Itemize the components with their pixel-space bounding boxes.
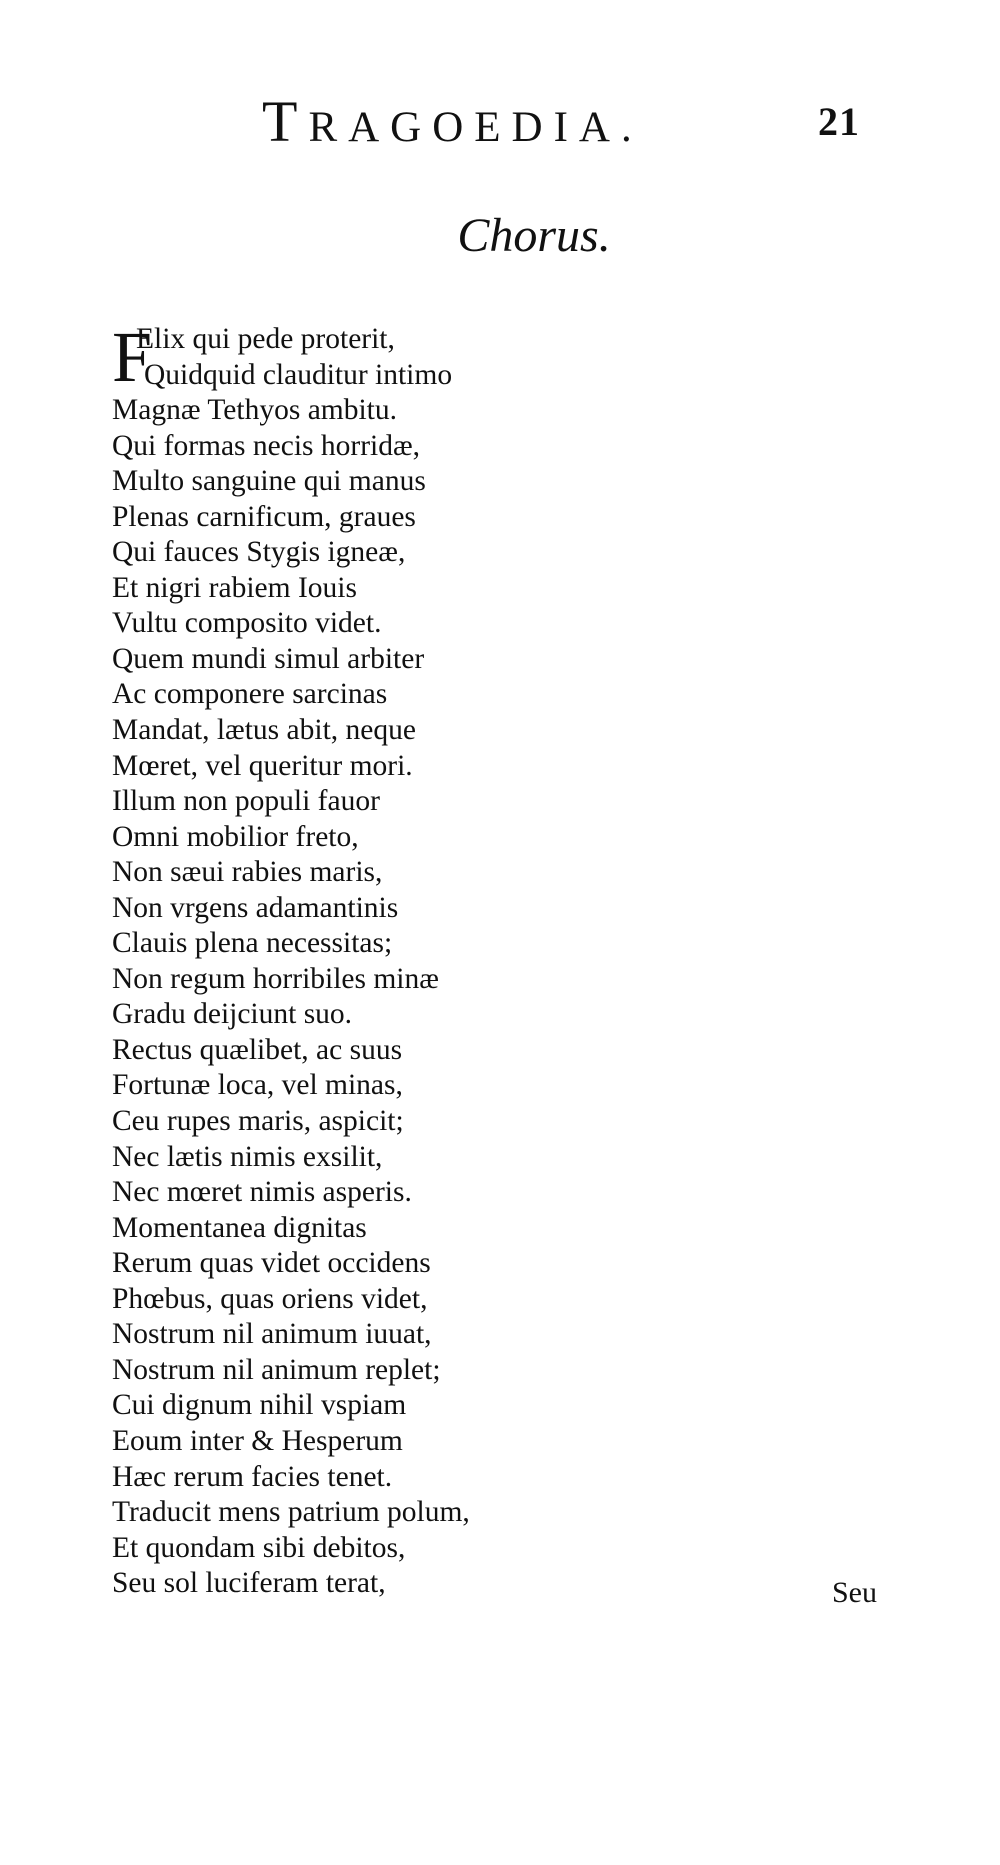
poem-line: Gradu deijciunt suo.	[112, 998, 353, 1031]
poem-line: Rerum quas videt occidens	[112, 1247, 431, 1280]
poem-line: Mœret, vel queritur mori.	[112, 749, 413, 782]
running-head	[262, 88, 643, 155]
poem-line: Mandat, lætus abit, neque	[112, 714, 416, 747]
poem-line: Quem mundi simul arbiter	[112, 642, 425, 675]
running-head-initial: T	[262, 89, 309, 154]
poem-line: Non regum horribiles minæ	[112, 962, 439, 995]
page-number: 21	[818, 99, 860, 144]
section-title: Chorus.	[457, 209, 611, 262]
poem-line-text: Elix qui pede proterit,	[136, 323, 395, 355]
poem-line: Momentanea dignitas	[112, 1211, 367, 1244]
poem-line: Quidquid clauditur intimo	[144, 358, 453, 391]
poem-line: Nostrum nil animum replet;	[112, 1353, 441, 1386]
poem-line: Eoum inter & Hesperum	[112, 1424, 403, 1457]
poem-line: Nec mœret nimis asperis.	[112, 1176, 412, 1209]
poem-line: Traducit mens patrium polum,	[112, 1496, 470, 1529]
poem-line: Non sæui rabies maris,	[112, 856, 383, 889]
drop-cap: F	[112, 317, 153, 397]
poem-line: Fortunæ loca, vel minas,	[112, 1069, 403, 1102]
poem-line: Omni mobilior freto,	[112, 820, 359, 853]
poem-line: Multo sanguine qui manus	[112, 465, 426, 498]
poem-line: Nostrum nil animum iuuat,	[112, 1318, 432, 1351]
poem-line: Et nigri rabiem Iouis	[112, 571, 357, 604]
poem-line: Non vrgens adamantinis	[112, 891, 399, 924]
poem-line: Seu sol luciferam terat,	[112, 1567, 386, 1600]
poem-line: Cui dignum nihil vspiam	[112, 1389, 407, 1422]
poem-line: Illum non populi fauor	[112, 785, 380, 818]
poem-line: Magnæ Tethyos ambitu.	[112, 394, 398, 427]
poem-line: Ac componere sarcinas	[112, 678, 388, 711]
poem	[112, 317, 582, 1602]
poem-line: Phœbus, quas oriens videt,	[112, 1282, 428, 1315]
poem-line: Clauis plena necessitas;	[112, 927, 393, 960]
poem-line: Qui fauces Stygis igneæ,	[112, 536, 406, 569]
poem-line: Vultu composito videt.	[112, 607, 382, 640]
running-head-text: RAGOEDIA.	[308, 104, 643, 151]
poem-line: Plenas carnificum, graues	[112, 500, 416, 533]
poem-line: Et quondam sibi debitos,	[112, 1531, 406, 1564]
poem-line: Nec lætis nimis exsilit,	[112, 1140, 383, 1173]
catchword: Seu	[832, 1576, 877, 1609]
poem-line: Hæc rerum facies tenet.	[112, 1460, 393, 1493]
poem-line: Rectus quælibet, ac suus	[112, 1033, 403, 1066]
poem-line: Ceu rupes maris, aspicit;	[112, 1105, 404, 1138]
poem-line: Qui formas necis horridæ,	[112, 429, 421, 462]
